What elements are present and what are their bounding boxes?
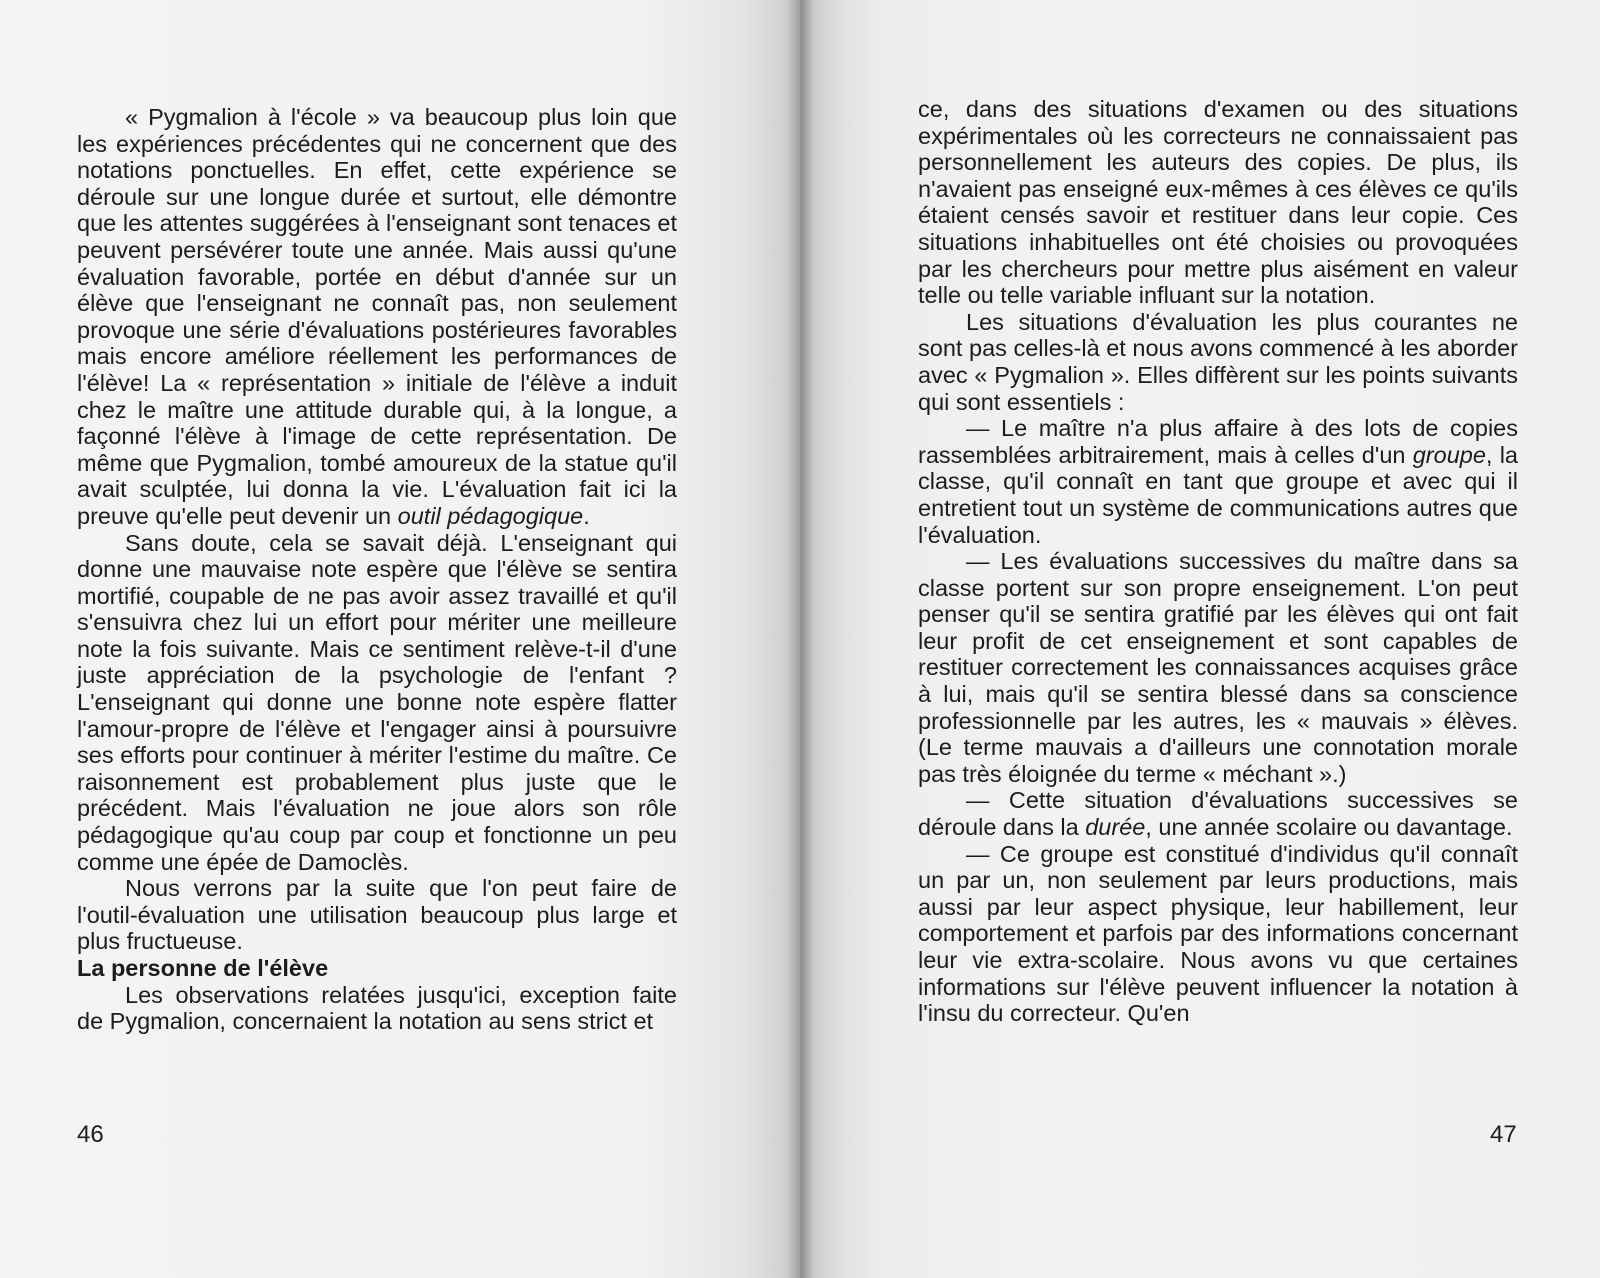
page-number: 47 xyxy=(1490,1121,1517,1148)
paragraph: Sans doute, cela se savait déjà. L'enseignant qui donne une mauvaise note espère que l'élève se sentira mortifié, coupable de ne pas avoir assez travaillé et qu'il s'ensuivra chez lui un effort pour mériter une meilleure note la fois suivante. Mais ce sentiment relève-t-il d'une juste appréciation de la psychologie de l'enfant ? L'enseignant qui donne une bonne note espère flatter l'amour-propre de l'élève et l'engager ainsi à poursuivre ses efforts pour continuer à mériter l'estime du maître. Ce raisonnement est probablement plus juste que le précédent. Mais l'évaluation ne joue alors son rôle pédagogique qu'au coup par coup et fonctionne un peu comme une épée de Damoclès. xyxy=(77,529,677,875)
right-page xyxy=(800,0,1600,1278)
list-item: — Le maître n'a plus affaire à des lots de copies rassemblées arbitrairement, mais à celles d'un groupe, la classe, qu'il connaît en tant que groupe et avec qui il entretient tout un système de communications autres que l'évaluation. xyxy=(918,415,1518,548)
list-item: — Les évaluations successives du maître dans sa classe portent sur son propre enseignement. L'on peut penser qu'il se sentira gratifié par les élèves qui ont fait leur profit de cet enseignement et sont capables de restituer correctement les connaissances acquises grâce à lui, mais qu'il se sentira blessé dans sa conscience professionnelle par les autres, les « mauvais » élèves. (Le terme mauvais a d'ailleurs une connotation morale pas très éloignée du terme « méchant ».) xyxy=(918,548,1518,787)
paragraph: Les observations relatées jusqu'ici, exception faite de Pygmalion, concernaient la notation au sens strict et xyxy=(77,981,677,1035)
left-page-text xyxy=(77,104,677,1035)
list-item: — Ce groupe est constitué d'individus qu'il connaît un par un, non seulement par leurs productions, mais aussi par leur aspect physique, leur habillement, leur comportement et parfois par des informations concernant leur vie extra-scolaire. Nous avons vu que certaines informations sur l'élève peuvent influencer la notation à l'insu du correcteur. Qu'en xyxy=(918,840,1518,1027)
paragraph: « Pygmalion à l'école » va beaucoup plus loin que les expériences précédentes qui ne concernent que des notations ponctuelles. En effet, cette expérience se déroule sur une longue durée et surtout, elle démontre que les attentes suggérées à l'enseignant sont tenaces et peuvent persévérer toute une année. Mais aussi qu'une évaluation favorable, portée en début d'année sur un élève que l'enseignant ne connaît pas, non seulement provoque une série d'évaluations postérieures favorables mais encore améliore réellement les performances de l'élève! La « représentation » initiale de l'élève a induit chez le maître une attitude durable qui, à la longue, a façonné l'élève à l'image de cette représentation. De même que Pygmalion, tombé amoureux de la statue qu'il avait sculptée, lui donna la vie. L'évaluation fait ici la preuve qu'elle peut devenir un outil pédagogique. xyxy=(77,104,677,529)
page-number: 46 xyxy=(77,1121,104,1148)
section-heading: La personne de l'élève xyxy=(77,955,329,981)
paragraph: Les situations d'évaluation les plus courantes ne sont pas celles-là et nous avons commencé à les aborder avec « Pygmalion ». Elles diffèrent sur les points suivants qui sont essentiels : xyxy=(918,308,1518,415)
paragraph: ce, dans des situations d'examen ou des situations expérimentales où les correcteurs ne connaissaient pas personnellement les auteurs des copies. De plus, ils n'avaient pas enseigné eux-mêmes à ces élèves ce qu'ils étaient censés savoir et restituer dans leur copie. Ces situations inhabituelles ont été choisies ou provoquées par les chercheurs pour mettre plus aisément en valeur telle ou telle variable influant sur la notation. xyxy=(918,96,1518,309)
paragraph: Nous verrons par la suite que l'on peut faire de l'outil-évaluation une utilisation beaucoup plus large et plus fructueuse. xyxy=(77,875,677,955)
list-item: — Cette situation d'évaluations successives se déroule dans la durée, une année scolaire ou davantage. xyxy=(918,787,1518,841)
right-page-text xyxy=(918,96,1518,1027)
